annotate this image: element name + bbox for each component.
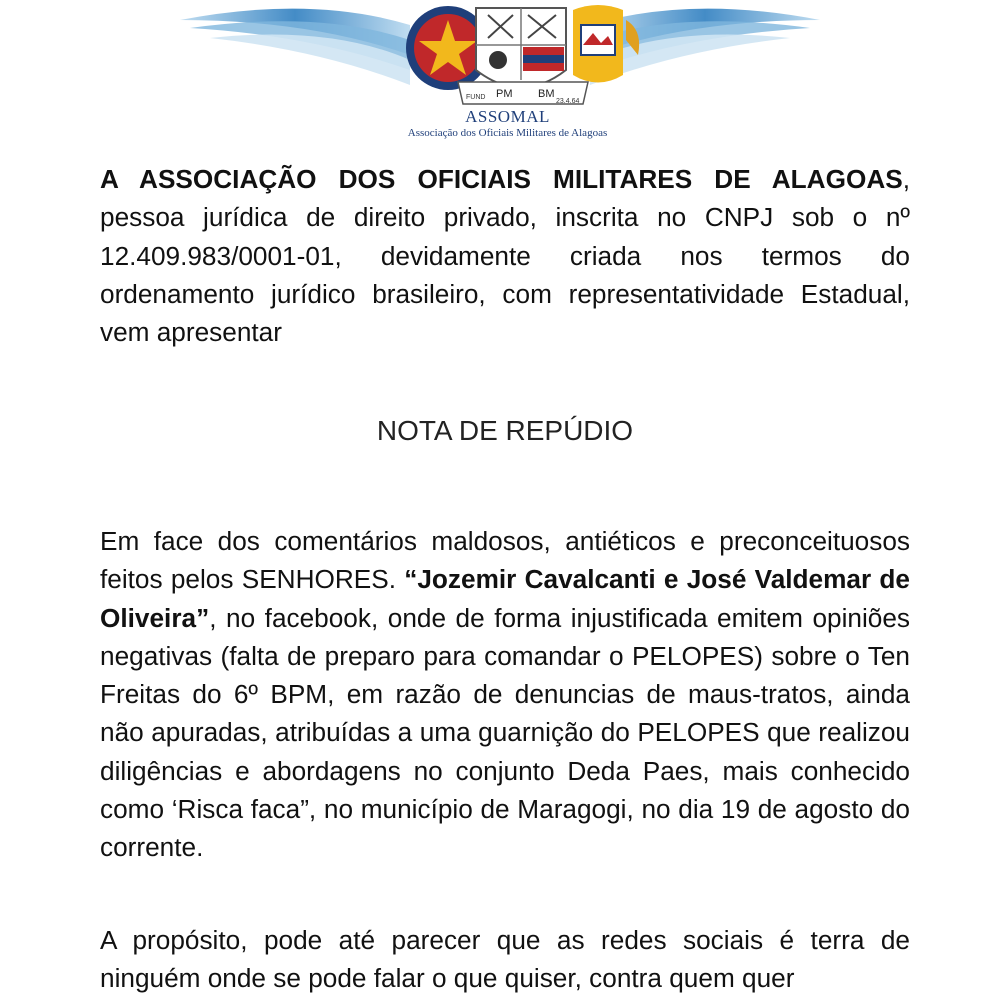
intro-paragraph <box>100 160 910 351</box>
svg-text:PM: PM <box>496 88 513 100</box>
svg-text:BM: BM <box>538 88 555 100</box>
document-title: NOTA DE REPÚDIO <box>376 415 634 446</box>
theatre-mask-icon <box>489 51 507 69</box>
intro-text: , pessoa jurídica de direito privado, inscrita no CNPJ sob o nº 12.409.983/0001-01, devidamente criada nos termos do ordenamento jurídico brasileiro, com representatividade Estadual, vem apresentar <box>100 164 910 348</box>
letterhead <box>0 0 995 145</box>
assomal-emblem <box>398 0 646 110</box>
logo-caption <box>0 107 995 140</box>
body-paragraph-1 <box>100 522 910 867</box>
svg-text:23.4.64: 23.4.64 <box>556 98 580 105</box>
logo-subtitle: Associação dos Oficiais Militares de Alagoas <box>407 127 608 139</box>
p1-names: “Jozemir Cavalcanti e José Valdemar de Oliveira” <box>100 564 910 633</box>
logo-name: ASSOMAL <box>465 107 550 126</box>
p1-rest: , no facebook, onde de forma injustificada emitem opiniões negativas (falta de preparo para comandar o PELOPES) sobre o Ten Freitas do 6º BPM, em razão de denuncias de maus-tratos, ainda não apuradas, atribuídas a uma guarnição do PELOPES que realizou diligências e abordagens no conjunto Deda Paes, mais conhecido como ‘Risca faca”, no município de Maragogi, no dia 19 de agosto do corrente. <box>100 602 910 863</box>
p2-text: A propósito, pode até parecer que as redes sociais é terra de ninguém onde se pode falar o que quiser, contra quem quer <box>100 925 910 994</box>
org-name: A ASSOCIAÇÃO DOS OFICIAIS MILITARES DE ALAGOAS <box>100 164 903 194</box>
body-paragraph-2 <box>100 921 910 998</box>
p1-start: Em face dos comentários maldosos, antiéticos e preconceituosos feitos pelos SENHORES. <box>100 526 910 595</box>
svg-text:FUND: FUND <box>466 94 486 101</box>
